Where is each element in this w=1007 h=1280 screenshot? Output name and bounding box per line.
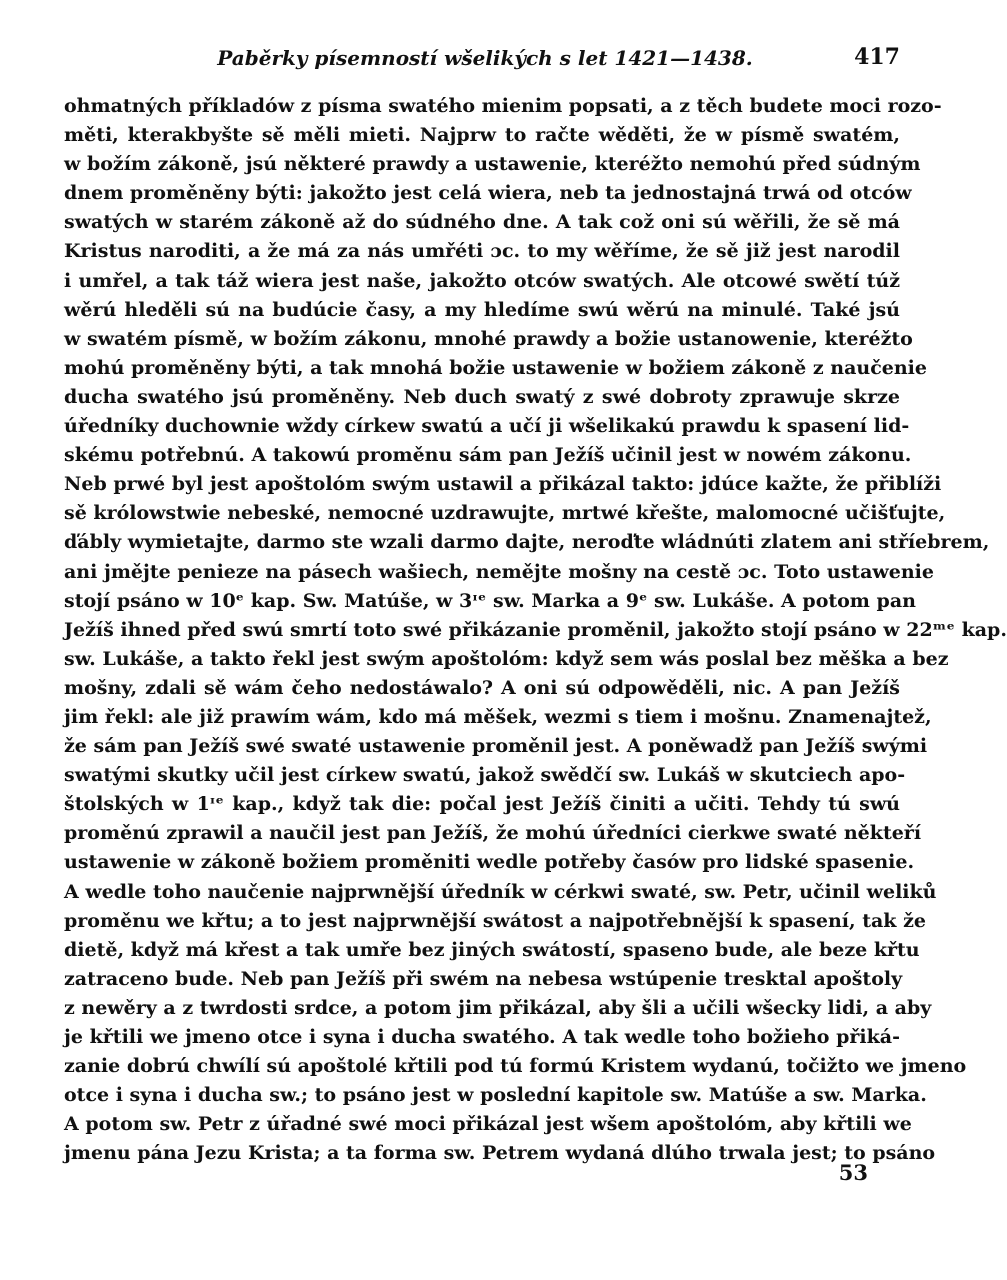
- text-line: ďábly wymietajte, darmo ste wzali darmo dajte, neroďte wládnúti zlatem ani stříebrem,: [64, 531, 990, 554]
- text-line: měti, kterakbyšte sě měli mieti. Najprw to račte wěděti, že w písmě swatém,: [64, 124, 900, 147]
- text-line: swatých w starém zákoně až do súdného dne. A tak což oni sú wěřili, že sě má: [64, 211, 900, 234]
- text-line: swatými skutky učil jest církew swatú, jakož swědčí sw. Lukáš w skutciech apo-: [64, 764, 906, 787]
- text-line: proměnu we křtu; a to jest najprwnější swátost a najpotřebnější k spasení, tak že: [64, 909, 926, 932]
- text-line: wěrú hleděli sú na budúcie časy, a my hledíme swú wěrú na minulé. Také jsú: [64, 298, 900, 321]
- text-line: zatraceno bude. Neb pan Ježíš při swém na nebesa wstúpenie tresktal apoštoly: [64, 967, 903, 990]
- text-line: sw. Lukáše, a takto řekl jest swým apoštolóm: když sem wás poslal bez měška a bez: [64, 647, 949, 670]
- text-line: sě królowstwie nebeské, nemocné uzdrawujte, mrtwé křešte, malomocné učišťujte,: [64, 502, 946, 525]
- text-line: w swatém písmě, w božím zákonu, mnohé prawdy a božie ustanowenie, kteréžto: [64, 327, 913, 350]
- text-line: štolských w 1ᶦᵉ kap., když tak die: počal jest Ježíš činiti a učiti. Tehdy tú swú: [64, 793, 900, 816]
- text-line: stojí psáno w 10ᵉ kap. Sw. Matúše, w 3ᶦᵉ sw. Marka a 9ᵉ sw. Lukáše. A potom pan: [64, 589, 916, 612]
- page-header: [70, 40, 900, 80]
- text-line: úředníky duchownie wždy církew swatú a učí ji wšelikakú prawdu k spasení lid-: [64, 415, 910, 438]
- text-line: ustawenie w zákoně božiem proměniti wedle potřeby časów pro lidské spasenie.: [64, 851, 915, 874]
- text-line: Neb prwé byl jest apoštolóm swým ustawil a přikázal takto: jdúce kažte, že přiblíži: [64, 473, 942, 496]
- text-line: A wedle toho naučenie najprwnější úředník w cérkwi swaté, sw. Petr, učinil weliků: [64, 880, 937, 903]
- text-line: proměnú zprawil a naučil jest pan Ježíš, že mohú úředníci cierkwe swaté někteří: [64, 822, 922, 845]
- body-text: [64, 92, 1007, 1168]
- text-line: A potom sw. Petr z úřadné swé moci přikázal jest wšem apoštolóm, aby křtili we: [64, 1113, 912, 1136]
- text-line: ani jmějte penieze na pásech wašiech, nemějte mošny na cestě ɔc. Toto ustawenie: [64, 560, 934, 583]
- text-line: ducha swatého jsú proměněny. Neb duch swatý z swé dobroty zprawuje skrze: [64, 385, 900, 408]
- text-line: Ježíš ihned před swú smrtí toto swé přikázanie proměnil, jakožto stojí psáno w 22ᵐᵉ kap.: [64, 618, 1007, 641]
- text-line: jim řekl: ale již prawím wám, kdo má měšek, wezmi s tiem i mošnu. Znamenajtež,: [64, 705, 932, 728]
- text-line: zanie dobrú chwílí sú apoštolé křtili pod tú formú Kristem wydanú, točižto we jmeno: [64, 1055, 967, 1078]
- text-line: Kristus naroditi, a že má za nás umřéti ɔc. to my wěříme, že sě již jest narodil: [64, 240, 900, 263]
- text-line: dietě, když má křest a tak umře bez jiných swátostí, spaseno bude, ale beze křtu: [64, 938, 920, 961]
- running-title: Paběrky písemností wšelikých s let 1421—1438.: [217, 46, 753, 70]
- text-line: dnem proměněny býti: jakožto jest celá wiera, neb ta jednostajná trwá od otców: [64, 182, 912, 205]
- text-line: w božím zákoně, jsú některé prawdy a ustawenie, kteréžto nemohú před súdným: [64, 153, 921, 176]
- page-number: 417: [854, 44, 900, 70]
- signature-mark: 53: [838, 1160, 868, 1185]
- text-line: i umřel, a tak táž wiera jest naše, jakožto otców swatých. Ale otcowé swětí túž: [64, 269, 900, 292]
- text-line: mohú proměněny býti, a tak mnohá božie ustawenie w božiem zákoně z naučenie: [64, 356, 927, 379]
- text-line: jmenu pána Jezu Krista; a ta forma sw. Petrem wydaná dlúho trwala jest; to psáno: [64, 1142, 936, 1165]
- text-line: že sám pan Ježíš swé swaté ustawenie proměnil jest. A poněwadž pan Ježíš swými: [64, 735, 928, 758]
- text-line: skému potřebnú. A takowú proměnu sám pan Ježíš učinil jest w nowém zákonu.: [64, 444, 912, 467]
- text-line: otce i syna i ducha sw.; to psáno jest w poslední kapitole sw. Matúše a sw. Marka.: [64, 1084, 927, 1107]
- text-line: mošny, zdali sě wám čeho nedostáwalo? A oni sú odpowěděli, nic. A pan Ježíš: [64, 676, 900, 699]
- text-line: je křtili we jmeno otce i syna i ducha swatého. A tak wedle toho božieho přiká-: [64, 1026, 900, 1048]
- text-line: ohmatných příkladów z písma swatého mienim popsati, a z těch budete moci rozo-: [64, 95, 942, 117]
- text-line: z newěry a z twrdosti srdce, a potom jim přikázal, aby šli a učili wšecky lidi, a aby: [64, 996, 932, 1019]
